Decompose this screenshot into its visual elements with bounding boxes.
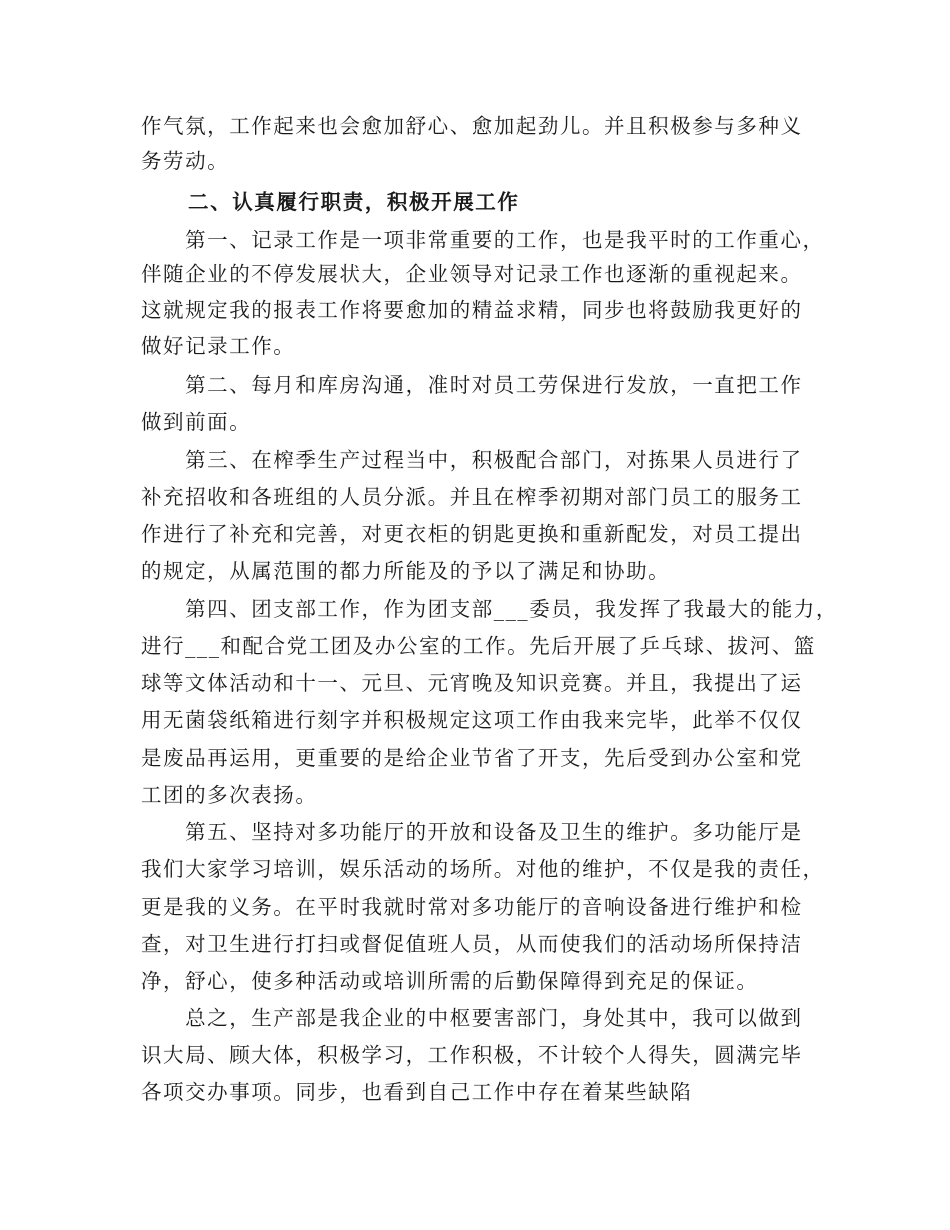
text-line: 这就规定我的报表工作将要愈加的精益求精，同步也将鼓励我更好的 [141,298,803,322]
text-line: 各项交办事项。同步，也看到自己工作中存在着某些缺陷 [141,1080,693,1104]
text-line: 总之，生产部是我企业的中枢要害部门，身处其中，我可以做到 [141,1006,803,1030]
section-heading: 二、认真履行职责，积极开展工作 [188,190,520,214]
text-line: 我们大家学习培训，娱乐活动的场所。对他的维护，不仅是我的责任， [141,857,825,881]
text-line: 净，舒心，使多种活动或培训所需的后勤保障得到充足的保证。 [141,969,759,993]
text-line: 进行___和配合党工团及办公室的工作。先后开展了乒乓球、拔河、篮 [141,634,816,658]
text-line: 的规定，从属范围的都力所能及的予以了满足和协助。 [141,559,671,583]
text-line: 作气氛，工作起来也会愈加舒心、愈加起劲儿。并且积极参与多种义 [141,114,803,138]
text-line: 用无菌袋纸箱进行刻字并积极规定这项工作由我来完毕，此举不仅仅 [141,708,803,732]
text-line: 第四、团支部工作，作为团支部___委员，我发挥了我最大的能力， [141,597,838,621]
text-line: 务劳动。 [141,149,230,173]
text-line: 工团的多次表扬。 [141,783,318,807]
text-line: 第一、记录工作是一项非常重要的工作，也是我平时的工作重心， [141,228,825,252]
text-line: 伴随企业的不停发展状大，企业领导对记录工作也逐渐的重视起来。 [141,262,803,286]
text-line: 球等文体活动和十一、元旦、元宵晚及知识竞赛。并且，我提出了运 [141,671,803,695]
text-line: 第三、在榨季生产过程当中，积极配合部门，对拣果人员进行了 [141,448,803,472]
text-line: 作进行了补充和完善，对更衣柜的钥匙更换和重新配发，对员工提出 [141,522,803,546]
text-line: 补充招收和各班组的人员分派。并且在榨季初期对部门员工的服务工 [141,485,803,509]
text-line: 做好记录工作。 [141,334,296,358]
text-line: 更是我的义务。在平时我就时常对多功能厅的音响设备进行维护和检 [141,895,803,919]
text-line: 第五、坚持对多功能厅的开放和设备及卫生的维护。多功能厅是 [141,820,803,844]
text-line: 做到前面。 [141,410,252,434]
text-line: 查，对卫生进行打扫或督促值班人员，从而使我们的活动场所保持洁 [141,932,803,956]
text-line: 第二、每月和库房沟通，准时对员工劳保进行发放，一直把工作 [141,373,803,397]
text-line: 是废品再运用，更重要的是给企业节省了开支，先后受到办公室和党 [141,746,803,770]
text-line: 识大局、顾大体，积极学习，工作积极，不计较个人得失，圆满完毕 [141,1043,803,1067]
